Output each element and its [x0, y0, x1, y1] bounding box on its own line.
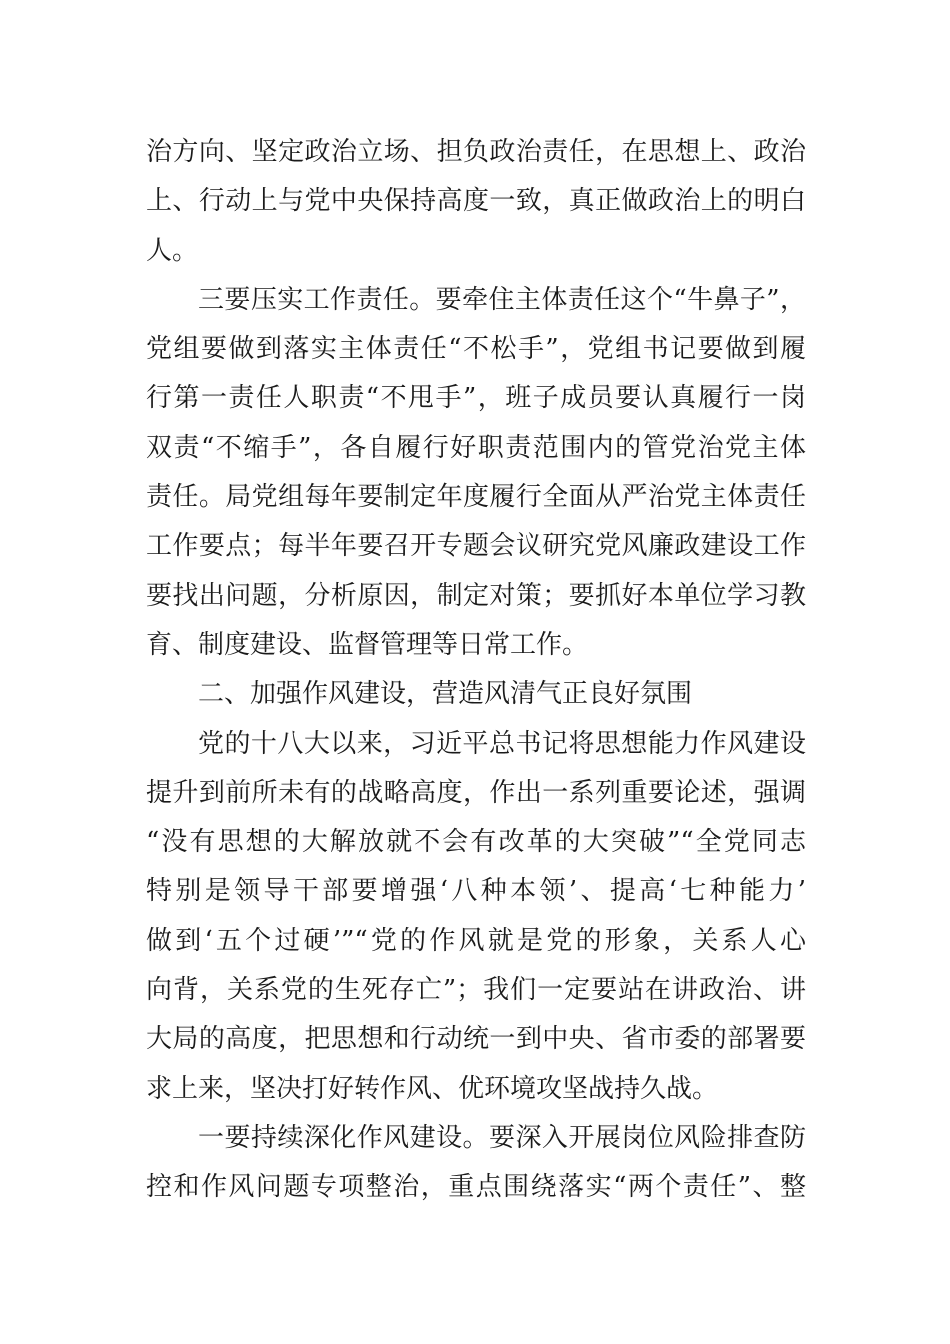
text-line: 向背，关系党的生死存亡”；我们一定要站在讲政治、讲 — [146, 975, 806, 1006]
text-line: 育、制度建设、监督管理等日常工作。 — [146, 629, 589, 660]
text-line: 行第一责任人职责“不甩手”，班子成员要认真履行一岗 — [146, 383, 806, 414]
section-heading-text: 二、加强作风建设，营造风清气正良好氛围 — [198, 679, 693, 710]
text-line: 人。 — [146, 235, 199, 266]
text-line: 一要持续深化作风建设。要深入开展岗位风险排查防 — [198, 1122, 806, 1153]
text-line: 三要压实工作责任。要牵住主体责任这个“牛鼻子”， — [198, 284, 806, 315]
text-line: 要找出问题，分析原因，制定对策；要抓好本单位学习教 — [146, 580, 806, 611]
text-line: 提升到前所未有的战略高度，作出一系列重要论述，强调 — [146, 777, 806, 808]
document-body — [146, 128, 806, 1213]
text-line: 大局的高度，把思想和行动统一到中央、省市委的部署要 — [146, 1024, 806, 1055]
text-line: 做到‘五个过硬’”“党的作风就是党的形象，关系人心 — [146, 925, 806, 956]
text-line: 上、行动上与党中央保持高度一致，真正做政治上的明白 — [146, 186, 806, 217]
text-line: 治方向、坚定政治立场、担负政治责任，在思想上、政治 — [146, 137, 806, 167]
text-line: “没有思想的大解放就不会有改革的大突破”“全党同志 — [146, 827, 806, 858]
text-line: 党组要做到落实主体责任“不松手”，党组书记要做到履 — [146, 334, 806, 365]
text-line: 特别是领导干部要增强‘八种本领’、提高‘七种能力’ — [146, 876, 806, 907]
text-line: 双责“不缩手”，各自履行好职责范围内的管党治党主体 — [146, 432, 806, 463]
text-line: 工作要点；每半年要召开专题会议研究党风廉政建设工作 — [146, 531, 806, 562]
paragraph-work-responsibility — [146, 276, 806, 670]
text-line: 责任。局党组每年要制定年度履行全面从严治党主体责任 — [146, 482, 806, 513]
text-line: 控和作风问题专项整治，重点围绕落实“两个责任”、整 — [146, 1172, 806, 1203]
paragraph-political-direction — [146, 128, 806, 276]
text-line: 求上来，坚决打好转作风、优环境攻坚战持久战。 — [146, 1073, 719, 1104]
section-heading — [146, 670, 806, 719]
paragraph-work-style — [146, 720, 806, 1114]
paragraph-deepen-style — [146, 1114, 806, 1213]
text-line: 党的十八大以来，习近平总书记将思想能力作风建设 — [198, 728, 806, 759]
